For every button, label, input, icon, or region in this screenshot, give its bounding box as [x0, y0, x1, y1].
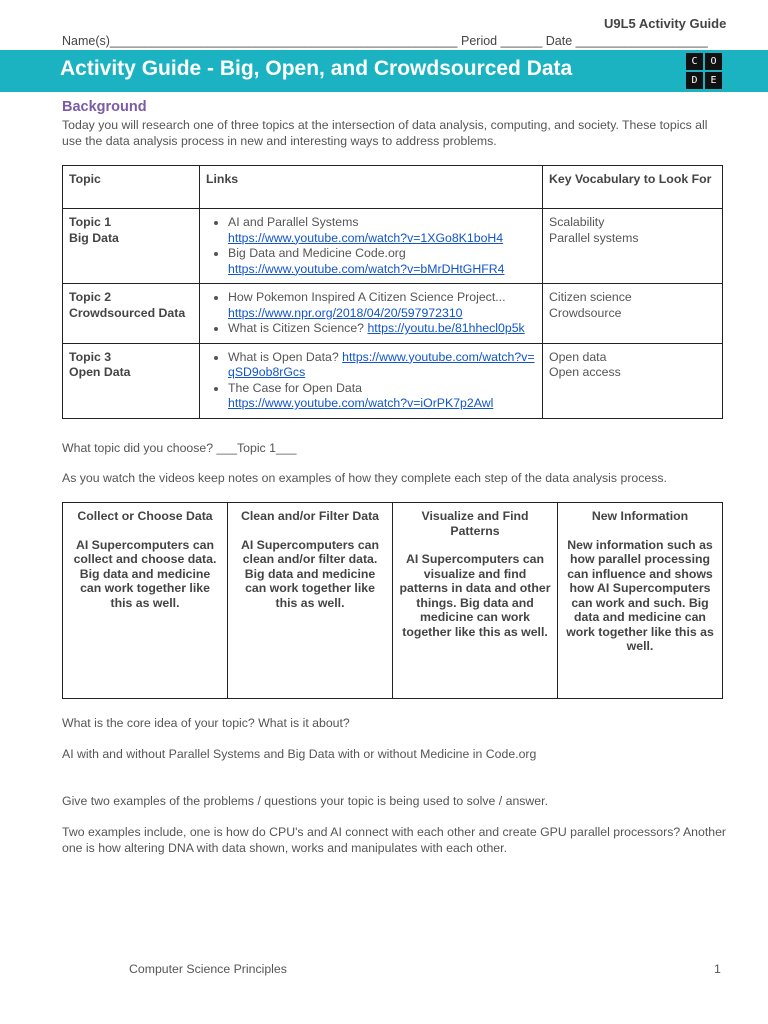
step-notes: AI Supercomputers can clean and/or filter data. Big data and medicine can work together like this as well. — [240, 537, 380, 610]
vocab-term: Parallel systems — [549, 230, 639, 245]
chosen-topic-answer: What topic did you choose? ___Topic 1___ — [62, 441, 297, 455]
table-header-row — [63, 166, 723, 209]
topic-name: Big Data — [69, 230, 119, 245]
logo-letter: O — [705, 53, 722, 70]
article-link[interactable]: https://www.npr.org/2018/04/20/597972310 — [228, 305, 463, 320]
table-row — [63, 284, 723, 344]
step-cell-collect — [63, 503, 228, 699]
header-links: Links — [200, 166, 543, 209]
step-notes: AI Supercomputers can collect and choose data. Big data and medicine can work together like this as well. — [73, 537, 217, 610]
examples-question: Give two examples of the problems / questions your topic is being used to solve / answer. — [62, 794, 548, 808]
topic-cell — [63, 209, 200, 284]
link-item — [228, 381, 536, 412]
name-period-date-line: Name(s)__________________________________________________ Period ______ Date ___________________ — [62, 34, 708, 48]
video-link[interactable]: https://youtu.be/81hhecl0p5k — [367, 321, 525, 335]
video-link[interactable]: https://www.youtube.com/watch?v=qSD9ob8rGcs — [228, 349, 535, 379]
link-title: The Case for Open Data — [228, 380, 362, 395]
page-title: Activity Guide - Big, Open, and Crowdsourced Data — [60, 57, 573, 80]
logo-letter: C — [686, 53, 703, 70]
link-title: AI and Parallel Systems — [228, 215, 359, 229]
step-heading: New Information — [591, 509, 689, 523]
step-heading: Visualize and Find Patterns — [421, 509, 529, 538]
analysis-steps-table — [62, 502, 723, 699]
header-topic: Topic — [63, 166, 200, 209]
link-title: How Pokemon Inspired A Citizen Science Project... — [228, 290, 506, 304]
page-number: 1 — [714, 962, 721, 976]
video-link[interactable]: https://www.youtube.com/watch?v=iOrPK7p2Awl — [228, 396, 494, 410]
topic-number: Topic 1 — [69, 215, 112, 229]
link-item — [228, 215, 536, 246]
logo-letter: E — [705, 72, 722, 89]
vocab-term: Citizen science — [549, 290, 632, 304]
links-cell — [200, 209, 543, 284]
background-text: Today you will research one of three topics at the intersection of data analysis, computing, and society. These topics all use the data analysis process in new and interesting ways to address problems. — [62, 118, 708, 148]
core-idea-question: What is the core idea of your topic? What is it about? — [62, 716, 350, 730]
video-link[interactable]: https://www.youtube.com/watch?v=bMrDHtGHFR4 — [228, 261, 505, 276]
watch-notes-instruction: As you watch the videos keep notes on examples of how they complete each step of the data analysis process. — [62, 471, 667, 485]
link-title: What is Open Data? — [228, 349, 339, 364]
footer-course-name: Computer Science Principles — [129, 962, 287, 976]
link-item — [228, 350, 536, 381]
vocab-term: Crowdsource — [549, 305, 622, 320]
background-heading: Background — [62, 99, 147, 115]
link-item — [228, 246, 536, 277]
topic-cell — [63, 343, 200, 418]
vocab-term: Open data — [549, 349, 607, 364]
links-cell — [200, 343, 543, 418]
vocab-term: Open access — [549, 365, 621, 379]
step-notes: AI Supercomputers can visualize and find patterns in data and other things. Big data and medicine can work together like this as well. — [399, 552, 551, 639]
video-link[interactable]: https://www.youtube.com/watch?v=1XGo8K1boH4 — [228, 230, 504, 245]
topic-number: Topic 2 — [69, 290, 112, 304]
link-item — [228, 321, 536, 337]
vocabulary-cell — [543, 343, 723, 418]
vocab-term: Scalability — [549, 215, 605, 229]
table-row — [63, 343, 723, 418]
topic-number: Topic 3 — [69, 349, 112, 364]
vocabulary-cell — [543, 284, 723, 344]
logo-letter: D — [686, 72, 703, 89]
step-notes: New information such as how parallel processing can influence and shows how AI Supercomputers can work and such. Big data and medicine can work together like this as well. — [566, 537, 714, 653]
link-title: What is Citizen Science? — [228, 321, 365, 335]
link-item — [228, 290, 536, 321]
header-vocabulary: Key Vocabulary to Look For — [543, 166, 723, 209]
activity-guide-label: U9L5 Activity Guide — [604, 16, 727, 31]
topic-name: Open Data — [69, 365, 131, 379]
step-cell-visualize — [393, 503, 558, 699]
table-row — [63, 209, 723, 284]
core-idea-answer: AI with and without Parallel Systems and Big Data with or without Medicine in Code.org — [62, 747, 537, 761]
step-heading: Collect or Choose Data — [77, 509, 213, 523]
examples-answer: Two examples include, one is how do CPU's and AI connect with each other and create GPU parallel processors? Another one is how altering DNA with data shown, works and manipulates with each other. — [62, 825, 727, 855]
step-cell-new-info — [558, 503, 723, 699]
topic-name: Crowdsourced Data — [69, 305, 186, 320]
topics-table — [62, 165, 723, 419]
table-row — [63, 503, 723, 699]
topic-cell — [63, 284, 200, 344]
links-cell — [200, 284, 543, 344]
vocabulary-cell — [543, 209, 723, 284]
code-org-logo — [686, 53, 722, 89]
link-title: Big Data and Medicine Code.org — [228, 246, 406, 260]
step-heading: Clean and/or Filter Data — [240, 509, 380, 523]
step-cell-clean — [228, 503, 393, 699]
